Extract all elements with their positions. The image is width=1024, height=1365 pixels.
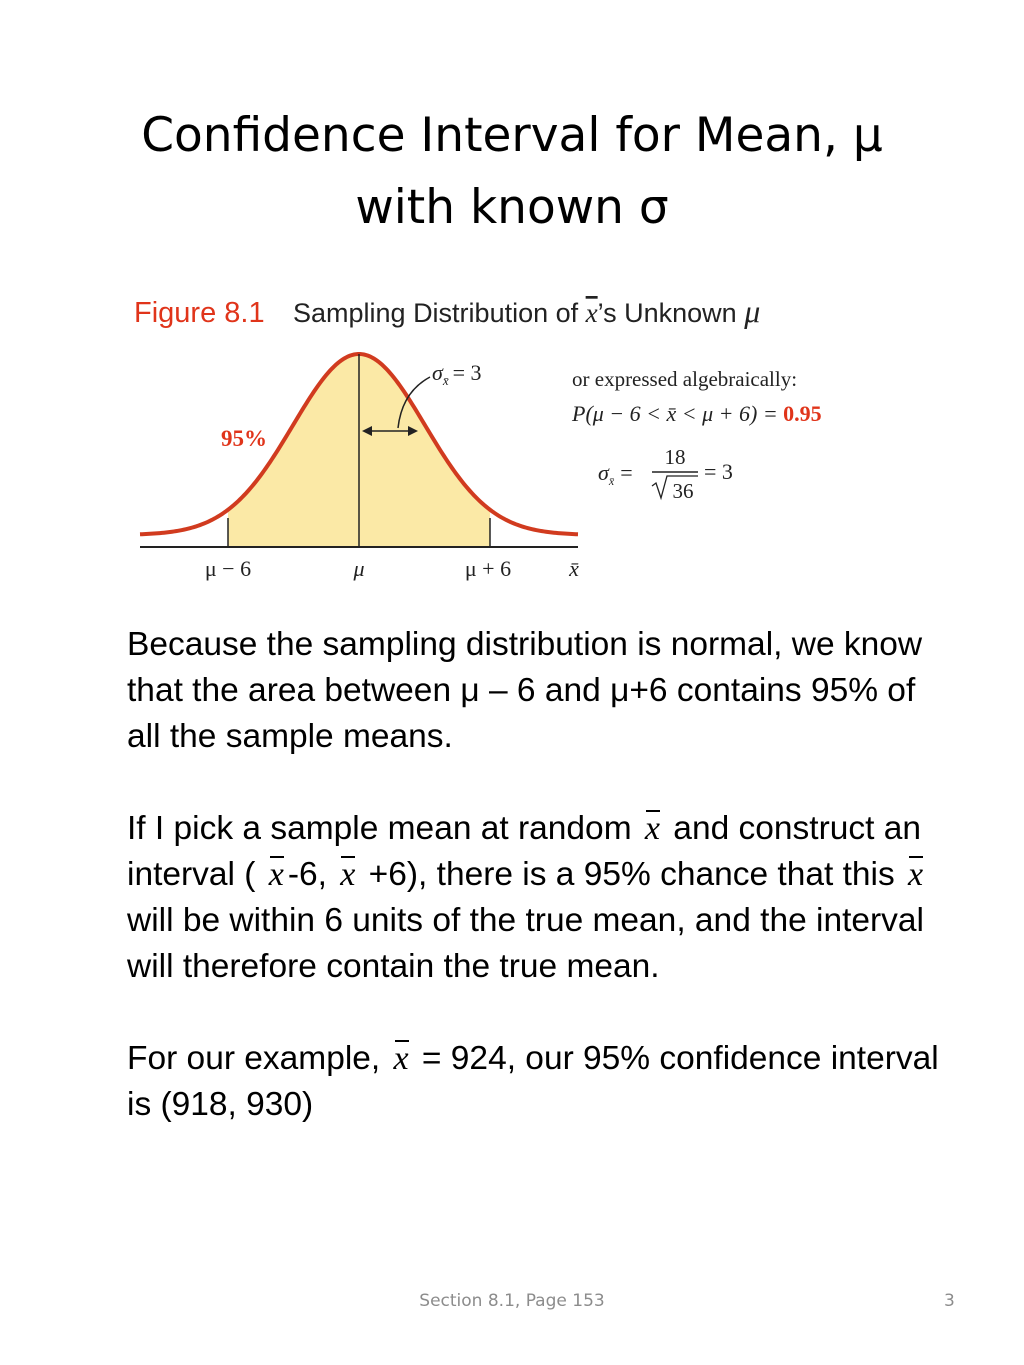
tick-mid: μ [353, 556, 365, 581]
formula-lhs: $\sigma_{x̄}$ = [598, 460, 633, 488]
xbar-symbol: x [265, 860, 288, 890]
alg-line-1: or expressed algebraically: [572, 367, 798, 391]
body-text [127, 622, 947, 1128]
figure-label: Figure 8.1 [134, 297, 265, 329]
alg-line-2: P(μ − 6 < x̄ < μ + 6) = 0.95 [572, 401, 822, 426]
tick-right: μ + 6 [464, 556, 512, 581]
paragraph-3: For our example, x = 924, our 95% confidence interval is (918, 930) [127, 1040, 939, 1123]
page-number: 3 [944, 1291, 955, 1311]
caption-suffix: ’s Unknown [597, 298, 745, 328]
sampling-distribution-figure [120, 280, 910, 600]
slide-title [0, 100, 1024, 244]
sigma-label: $\sigma_{x̄} = 3$ [432, 360, 482, 388]
figure-8-1 [120, 280, 910, 600]
xbar-symbol: x [390, 1044, 413, 1074]
figure-caption [293, 293, 760, 329]
title-line-2: with known σ [355, 180, 669, 235]
xbar-symbol: x [641, 814, 664, 844]
pct-label: 95% [221, 426, 267, 451]
paragraph-1: Because the sampling distribution is normal, we know that the area between μ – 6 and μ+6 contains 95% of all the sample means. [127, 626, 923, 755]
xbar-symbol: x [336, 860, 359, 890]
footer-source: Section 8.1, Page 153 [419, 1291, 605, 1311]
formula-result: = 3 [704, 459, 733, 484]
paragraph-2: If I pick a sample mean at random x and construct an interval ( x -6, x +6), there is a 95% chance that this x will be within 6 units of the true mean, and the interval will therefore contain the true mean. [127, 806, 947, 990]
tick-left: μ − 6 [204, 556, 252, 581]
formula-denominator: 36 [672, 479, 694, 503]
xbar-symbol: x [904, 860, 927, 890]
caption-prefix: Sampling Distribution of [293, 298, 586, 328]
axis-label: x̄ [569, 556, 579, 581]
title-line-1: Confidence Interval for Mean, μ [141, 108, 883, 163]
caption-mu: μ [744, 293, 761, 329]
formula-numerator: 18 [664, 445, 686, 469]
caption-xbar: x [585, 298, 598, 328]
